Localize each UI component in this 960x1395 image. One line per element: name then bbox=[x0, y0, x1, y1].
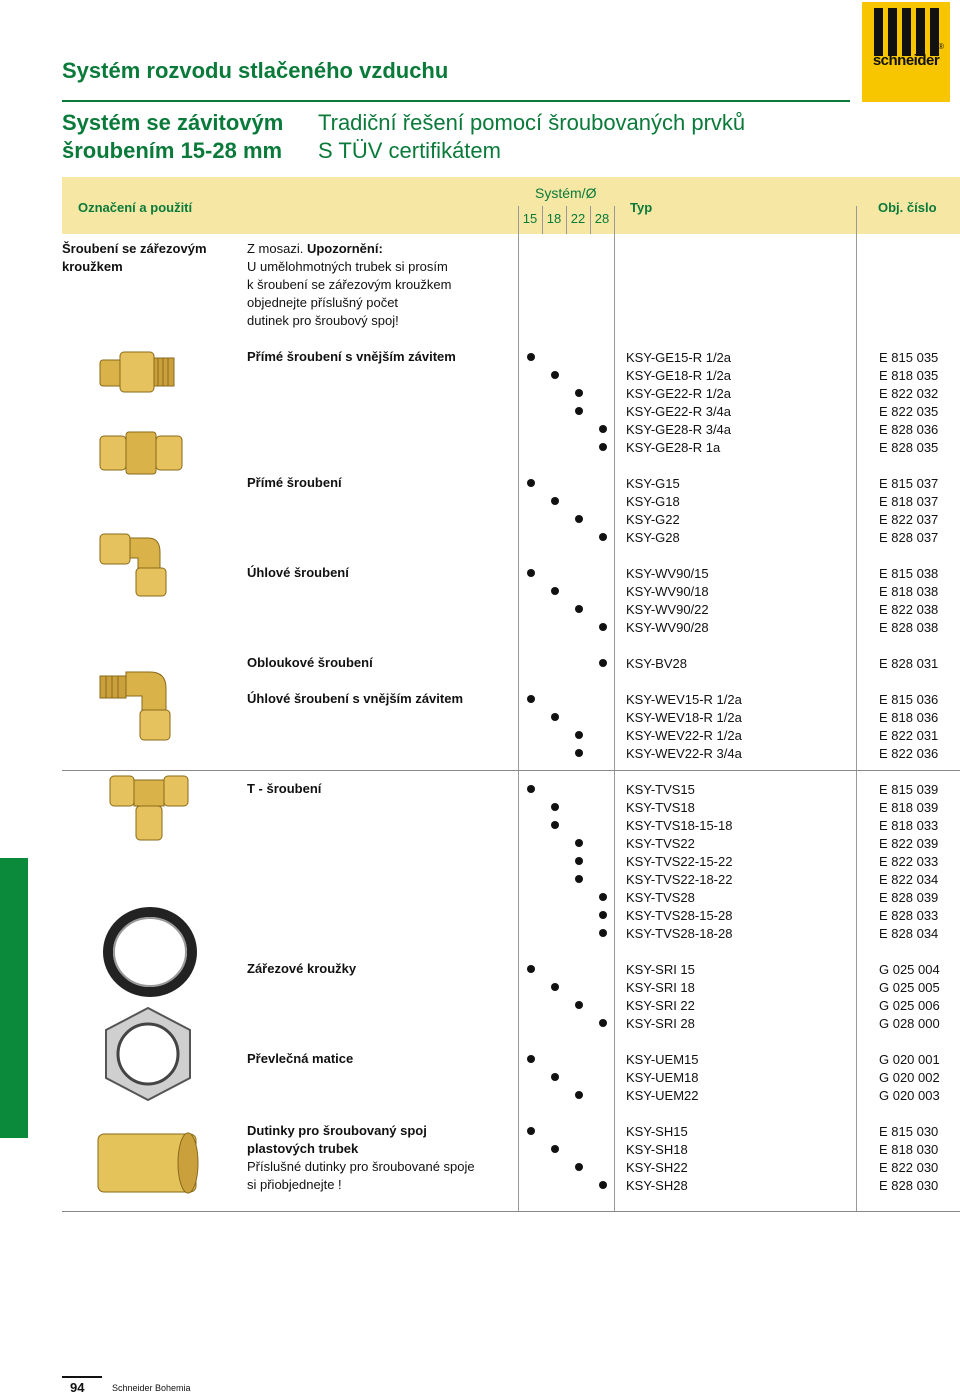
order-number: G 025 005 bbox=[879, 980, 940, 995]
order-number: E 818 039 bbox=[879, 800, 939, 815]
availability-dot-icon bbox=[527, 353, 535, 361]
order-number: E 822 033 bbox=[879, 854, 939, 869]
product-type: KSY-WV90/15 bbox=[626, 566, 709, 581]
table-row bbox=[0, 870, 960, 888]
availability-dot-icon bbox=[551, 371, 559, 379]
cutting-ring-image bbox=[100, 902, 200, 1002]
order-number: E 818 033 bbox=[879, 818, 939, 833]
elbow-fitting-image bbox=[98, 528, 178, 600]
product-type: KSY-WEV18-R 1/2a bbox=[626, 710, 742, 725]
availability-dot-icon bbox=[599, 929, 607, 937]
column-divider bbox=[566, 206, 567, 234]
order-number: E 822 037 bbox=[879, 512, 939, 527]
product-type: KSY-SRI 18 bbox=[626, 980, 695, 995]
availability-dot-icon bbox=[527, 569, 535, 577]
union-nut-image bbox=[96, 1004, 200, 1104]
product-type: KSY-BV28 bbox=[626, 656, 687, 671]
order-number: E 828 036 bbox=[879, 422, 939, 437]
subtitle-left-line1: Systém se závitovým bbox=[62, 110, 284, 135]
product-type: KSY-GE28-R 1a bbox=[626, 440, 721, 455]
product-type: KSY-UEM18 bbox=[626, 1070, 699, 1085]
product-type: KSY-WEV22-R 3/4a bbox=[626, 746, 742, 761]
straight-male-fitting-image bbox=[98, 342, 178, 402]
subtitle-left-line2: šroubením 15-28 mm bbox=[62, 138, 283, 163]
table-row bbox=[0, 402, 960, 420]
group-label: Převlečná matice bbox=[247, 1051, 354, 1066]
availability-dot-icon bbox=[599, 425, 607, 433]
intro-line: objednejte příslušný počet bbox=[247, 295, 399, 310]
order-number: G 020 003 bbox=[879, 1088, 940, 1103]
product-type: KSY-UEM22 bbox=[626, 1088, 699, 1103]
order-number: G 020 002 bbox=[879, 1070, 940, 1085]
group-label: Zářezové kroužky bbox=[247, 961, 357, 976]
order-number: E 818 037 bbox=[879, 494, 939, 509]
order-number: E 822 038 bbox=[879, 602, 939, 617]
product-type: KSY-GE28-R 3/4a bbox=[626, 422, 732, 437]
availability-dot-icon bbox=[575, 1091, 583, 1099]
availability-dot-icon bbox=[599, 893, 607, 901]
page-number: 94 bbox=[70, 1380, 85, 1395]
product-type: KSY-SRI 15 bbox=[626, 962, 695, 977]
logo-bars-icon bbox=[870, 8, 942, 56]
product-type: KSY-G15 bbox=[626, 476, 680, 491]
order-number: G 020 001 bbox=[879, 1052, 940, 1067]
order-number: E 815 035 bbox=[879, 350, 939, 365]
product-type: KSY-WEV22-R 1/2a bbox=[626, 728, 742, 743]
product-type: KSY-SRI 28 bbox=[626, 1016, 695, 1031]
intro-left-line2: kroužkem bbox=[62, 259, 123, 274]
availability-dot-icon bbox=[551, 983, 559, 991]
product-type: KSY-WV90/28 bbox=[626, 620, 709, 635]
order-number: E 815 036 bbox=[879, 692, 939, 707]
order-number: G 025 006 bbox=[879, 998, 940, 1013]
product-type: KSY-G18 bbox=[626, 494, 680, 509]
order-number: E 828 031 bbox=[879, 656, 939, 671]
order-number: E 822 031 bbox=[879, 728, 939, 743]
product-type: KSY-WV90/18 bbox=[626, 584, 709, 599]
order-number: E 818 036 bbox=[879, 710, 939, 725]
table-row bbox=[0, 618, 960, 636]
order-number: E 828 030 bbox=[879, 1178, 939, 1193]
product-type: KSY-UEM15 bbox=[626, 1052, 699, 1067]
availability-dot-icon bbox=[551, 803, 559, 811]
insert-sleeve-image bbox=[92, 1124, 202, 1202]
product-type: KSY-TVS22-18-22 bbox=[626, 872, 733, 887]
availability-dot-icon bbox=[575, 1163, 583, 1171]
availability-dot-icon bbox=[527, 785, 535, 793]
availability-dot-icon bbox=[575, 1001, 583, 1009]
availability-dot-icon bbox=[575, 731, 583, 739]
availability-dot-icon bbox=[527, 479, 535, 487]
availability-dot-icon bbox=[599, 659, 607, 667]
title-divider bbox=[62, 100, 850, 102]
header-designation: Označení a použití bbox=[78, 200, 193, 215]
header-size-28: 28 bbox=[594, 211, 610, 226]
availability-dot-icon bbox=[551, 821, 559, 829]
product-type: KSY-TVS22-15-22 bbox=[626, 854, 733, 869]
product-type: KSY-TVS22 bbox=[626, 836, 695, 851]
product-type: KSY-GE22-R 3/4a bbox=[626, 404, 732, 419]
order-number: E 822 039 bbox=[879, 836, 939, 851]
column-divider bbox=[542, 206, 543, 234]
product-type: KSY-SH28 bbox=[626, 1178, 688, 1193]
section-tab bbox=[0, 858, 28, 1138]
availability-dot-icon bbox=[599, 533, 607, 541]
order-number: E 815 030 bbox=[879, 1124, 939, 1139]
elbow-male-fitting-image bbox=[98, 666, 182, 746]
availability-dot-icon bbox=[551, 713, 559, 721]
group-label: Dutinky pro šroubovaný spoj bbox=[247, 1123, 427, 1138]
order-number: E 818 035 bbox=[879, 368, 939, 383]
order-number: E 828 035 bbox=[879, 440, 939, 455]
order-number: E 818 030 bbox=[879, 1142, 939, 1157]
order-number: E 822 036 bbox=[879, 746, 939, 761]
intro-left-line1: Šroubení se zářezovým bbox=[62, 241, 207, 256]
product-type: KSY-TVS15 bbox=[626, 782, 695, 797]
product-type: KSY-TVS18 bbox=[626, 800, 695, 815]
order-number: E 818 038 bbox=[879, 584, 939, 599]
order-number: E 815 038 bbox=[879, 566, 939, 581]
product-type: KSY-SH18 bbox=[626, 1142, 688, 1157]
group-note: Příslušné dutinky pro šroubované spoje bbox=[247, 1159, 475, 1174]
order-number: E 828 034 bbox=[879, 926, 939, 941]
header-size-22: 22 bbox=[570, 211, 586, 226]
availability-dot-icon bbox=[575, 749, 583, 757]
intro-lead: Z mosazi. bbox=[247, 241, 304, 256]
product-type: KSY-GE15-R 1/2a bbox=[626, 350, 732, 365]
availability-dot-icon bbox=[551, 497, 559, 505]
table-row bbox=[0, 852, 960, 870]
availability-dot-icon bbox=[551, 1145, 559, 1153]
product-type: KSY-TVS18-15-18 bbox=[626, 818, 733, 833]
availability-dot-icon bbox=[575, 407, 583, 415]
table-row bbox=[0, 510, 960, 528]
order-number: E 828 037 bbox=[879, 530, 939, 545]
availability-dot-icon bbox=[575, 515, 583, 523]
intro-warning: Upozornění: bbox=[306, 241, 383, 256]
table-header bbox=[62, 177, 960, 234]
column-divider bbox=[590, 206, 591, 234]
header-type: Typ bbox=[630, 200, 653, 215]
logo-wordmark: schneider bbox=[872, 52, 940, 69]
order-number: G 028 000 bbox=[879, 1016, 940, 1031]
availability-dot-icon bbox=[527, 965, 535, 973]
availability-dot-icon bbox=[575, 839, 583, 847]
product-type: KSY-WV90/22 bbox=[626, 602, 709, 617]
availability-dot-icon bbox=[551, 587, 559, 595]
group-label-line2: plastových trubek bbox=[247, 1141, 359, 1156]
subtitle-right-line2: S TÜV certifikátem bbox=[318, 138, 501, 163]
order-number: E 828 038 bbox=[879, 620, 939, 635]
order-number: E 815 037 bbox=[879, 476, 939, 491]
order-number: G 025 004 bbox=[879, 962, 940, 977]
group-label: Úhlové šroubení s vnějším závitem bbox=[247, 691, 464, 706]
header-order-number: Obj. číslo bbox=[878, 200, 937, 215]
row-separator bbox=[62, 1211, 960, 1212]
tee-fitting-image bbox=[108, 772, 192, 844]
availability-dot-icon bbox=[575, 857, 583, 865]
order-number: E 828 033 bbox=[879, 908, 939, 923]
order-number: E 828 039 bbox=[879, 890, 939, 905]
schneider-logo bbox=[862, 2, 950, 102]
page-title: Systém rozvodu stlačeného vzduchu bbox=[62, 58, 449, 83]
availability-dot-icon bbox=[599, 1181, 607, 1189]
table-row bbox=[0, 600, 960, 618]
availability-dot-icon bbox=[527, 1055, 535, 1063]
group-label: Přímé šroubení bbox=[247, 475, 342, 490]
availability-dot-icon bbox=[599, 443, 607, 451]
intro-line: dutinek pro šroubový spoj! bbox=[247, 313, 399, 328]
product-type: KSY-G28 bbox=[626, 530, 680, 545]
footer-rule bbox=[62, 1376, 102, 1378]
availability-dot-icon bbox=[575, 875, 583, 883]
product-type: KSY-SH22 bbox=[626, 1160, 688, 1175]
availability-dot-icon bbox=[599, 911, 607, 919]
group-label: T - šroubení bbox=[247, 781, 322, 796]
product-type: KSY-TVS28 bbox=[626, 890, 695, 905]
product-type: KSY-GE22-R 1/2a bbox=[626, 386, 732, 401]
order-number: E 822 032 bbox=[879, 386, 939, 401]
availability-dot-icon bbox=[527, 1127, 535, 1135]
product-type: KSY-TVS28-15-28 bbox=[626, 908, 733, 923]
availability-dot-icon bbox=[551, 1073, 559, 1081]
group-note: si přiobjednejte ! bbox=[247, 1177, 342, 1192]
header-size-15: 15 bbox=[522, 211, 538, 226]
group-label: Obloukové šroubení bbox=[247, 655, 373, 670]
logo-registered-mark: ® bbox=[938, 42, 944, 51]
intro-line: U umělohmotných trubek si prosím bbox=[247, 259, 448, 274]
product-type: KSY-TVS28-18-28 bbox=[626, 926, 733, 941]
straight-fitting-image bbox=[98, 428, 184, 478]
group-label: Přímé šroubení s vnějším závitem bbox=[247, 349, 456, 364]
table-row bbox=[0, 744, 960, 762]
table-row bbox=[0, 492, 960, 510]
subtitle-right-line1: Tradiční řešení pomocí šroubovaných prvků bbox=[318, 110, 746, 135]
group-label: Úhlové šroubení bbox=[247, 565, 349, 580]
availability-dot-icon bbox=[575, 389, 583, 397]
header-system: Systém/Ø bbox=[535, 185, 597, 201]
product-type: KSY-GE18-R 1/2a bbox=[626, 368, 732, 383]
availability-dot-icon bbox=[527, 695, 535, 703]
product-type: KSY-WEV15-R 1/2a bbox=[626, 692, 742, 707]
product-type: KSY-G22 bbox=[626, 512, 680, 527]
order-number: E 815 039 bbox=[879, 782, 939, 797]
order-number: E 822 035 bbox=[879, 404, 939, 419]
row-separator bbox=[62, 770, 960, 771]
product-type: KSY-SH15 bbox=[626, 1124, 688, 1139]
availability-dot-icon bbox=[599, 623, 607, 631]
availability-dot-icon bbox=[599, 1019, 607, 1027]
order-number: E 822 034 bbox=[879, 872, 939, 887]
order-number: E 822 030 bbox=[879, 1160, 939, 1175]
availability-dot-icon bbox=[575, 605, 583, 613]
intro-line: k šroubení se zářezovým kroužkem bbox=[247, 277, 452, 292]
header-size-18: 18 bbox=[546, 211, 562, 226]
footer-brand: Schneider Bohemia bbox=[112, 1383, 191, 1393]
product-type: KSY-SRI 22 bbox=[626, 998, 695, 1013]
